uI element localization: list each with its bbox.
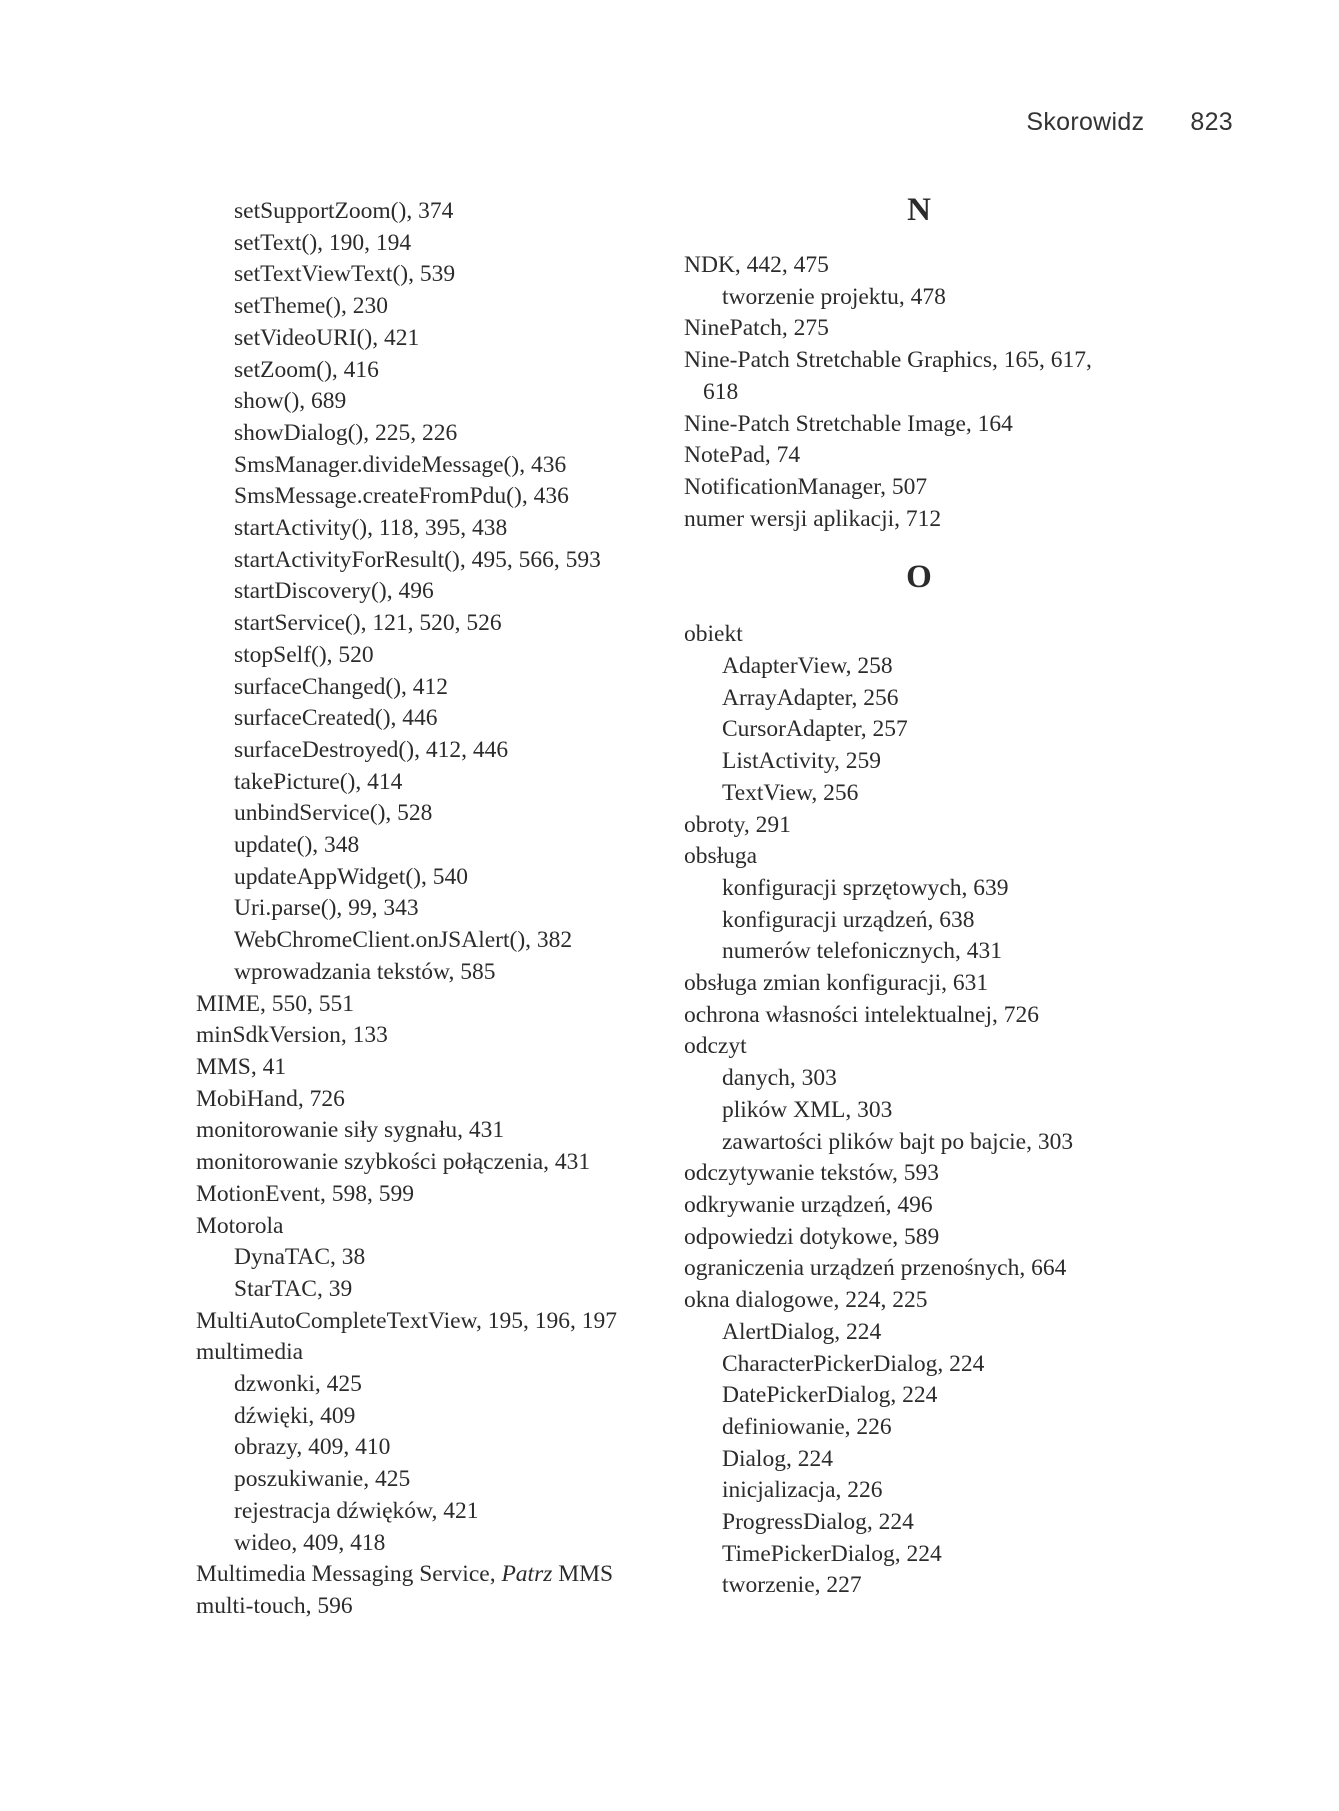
index-subentry: dźwięki, 409 xyxy=(234,1402,356,1429)
index-subentry: rejestracja dźwięków, 421 xyxy=(234,1497,479,1524)
index-entry: monitorowanie siły sygnału, 431 xyxy=(196,1117,505,1144)
index-subentry: SmsManager.divideMessage(), 436 xyxy=(234,451,567,478)
index-subentry: startDiscovery(), 496 xyxy=(234,578,434,605)
index-subentry: wideo, 409, 418 xyxy=(234,1529,386,1556)
index-entry: okna dialogowe, 224, 225 xyxy=(684,1287,928,1314)
index-column-left xyxy=(196,196,666,1623)
index-column-right xyxy=(684,192,1154,1602)
index-cross-reference-target: MMS xyxy=(552,1561,614,1588)
index-subentry: setSupportZoom(), 374 xyxy=(234,198,454,224)
index-letter-heading: N xyxy=(907,192,931,228)
index-entry: ochrona własności intelektualnej, 726 xyxy=(684,1001,1040,1028)
index-entry: Motorola xyxy=(196,1212,284,1239)
index-subentry: WebChromeClient.onJSAlert(), 382 xyxy=(234,927,573,954)
index-subentry: startActivityForResult(), 495, 566, 593 xyxy=(234,546,601,573)
index-entry: NotePad, 74 xyxy=(684,442,801,469)
index-subentry: konfiguracji urządzeń, 638 xyxy=(722,906,975,933)
index-letter-heading: O xyxy=(906,559,932,596)
index-subentry: poszukiwanie, 425 xyxy=(234,1466,411,1493)
index-subentry: ListActivity, 259 xyxy=(722,748,882,775)
index-entry: Nine-Patch Stretchable Graphics, 165, 617, xyxy=(684,347,1092,374)
index-entry: MMS, 41 xyxy=(196,1053,287,1080)
index-subentry: surfaceDestroyed(), 412, 446 xyxy=(234,736,509,763)
index-subentry: setZoom(), 416 xyxy=(234,356,379,383)
index-entry: numer wersji aplikacji, 712 xyxy=(684,505,942,532)
page-number: 823 xyxy=(1190,108,1233,136)
index-subentry: numerów telefonicznych, 431 xyxy=(722,938,1002,965)
index-subentry: TextView, 256 xyxy=(722,779,859,806)
index-entry-continuation: 618 xyxy=(703,378,739,405)
index-subentry: update(), 348 xyxy=(234,832,360,859)
index-subentry: dzwonki, 425 xyxy=(234,1371,362,1398)
index-subentry: obrazy, 409, 410 xyxy=(234,1434,391,1461)
index-entry: obsługa xyxy=(684,843,758,870)
index-subentry: plików XML, 303 xyxy=(722,1096,893,1123)
index-subentry: CharacterPickerDialog, 224 xyxy=(722,1350,985,1377)
index-subentry: startActivity(), 118, 395, 438 xyxy=(234,515,508,542)
index-subentry: zawartości plików bajt po bajcie, 303 xyxy=(722,1128,1074,1155)
index-entry: NotificationManager, 507 xyxy=(684,473,928,500)
index-subentry: updateAppWidget(), 540 xyxy=(234,863,468,890)
index-subentry: TimePickerDialog, 224 xyxy=(722,1540,942,1567)
index-subentry: Uri.parse(), 99, 343 xyxy=(234,895,419,922)
index-subentry: ProgressDialog, 224 xyxy=(722,1509,914,1536)
index-subentry: AdapterView, 258 xyxy=(722,653,893,680)
index-subentry: setTextViewText(), 539 xyxy=(234,261,456,288)
index-entry: multimedia xyxy=(196,1339,304,1366)
index-entry: minSdkVersion, 133 xyxy=(196,1022,388,1049)
index-entry: Nine-Patch Stretchable Image, 164 xyxy=(684,410,1013,437)
index-subentry: tworzenie, 227 xyxy=(722,1572,862,1599)
index-subentry: konfiguracji sprzętowych, 639 xyxy=(722,874,1009,901)
index-subentry: show(), 689 xyxy=(234,388,347,415)
index-entry: MIME, 550, 551 xyxy=(196,990,354,1017)
index-subentry: unbindService(), 528 xyxy=(234,800,433,827)
index-entry xyxy=(196,1559,666,1591)
index-subentry: definiowanie, 226 xyxy=(722,1413,892,1440)
index-subentry: inicjalizacja, 226 xyxy=(722,1477,883,1504)
index-subentry: CursorAdapter, 257 xyxy=(722,716,908,743)
index-entry: NinePatch, 275 xyxy=(684,315,829,342)
index-entry: odkrywanie urządzeń, 496 xyxy=(684,1191,933,1218)
index-subentry: setTheme(), 230 xyxy=(234,293,389,320)
index-entry: odczytywanie tekstów, 593 xyxy=(684,1160,939,1187)
index-subentry: DynaTAC, 38 xyxy=(234,1244,366,1271)
index-entry: odczyt xyxy=(684,1033,747,1060)
index-subentry: ArrayAdapter, 256 xyxy=(722,684,899,711)
index-subentry: SmsMessage.createFromPdu(), 436 xyxy=(234,483,569,510)
index-entry: MotionEvent, 598, 599 xyxy=(196,1180,415,1207)
index-subentry: AlertDialog, 224 xyxy=(722,1318,882,1345)
index-entry: MobiHand, 726 xyxy=(196,1085,345,1112)
index-subentry: surfaceCreated(), 446 xyxy=(234,705,438,732)
index-entry-text: Multimedia Messaging Service, xyxy=(196,1561,502,1588)
index-subentry: StarTAC, 39 xyxy=(234,1275,353,1302)
index-subentry: setText(), 190, 194 xyxy=(234,229,412,256)
index-entry: obsługa zmian konfiguracji, 631 xyxy=(684,970,989,997)
index-entry: NDK, 442, 475 xyxy=(684,252,829,278)
index-entry: MultiAutoCompleteTextView, 195, 196, 197 xyxy=(196,1307,617,1334)
index-entry: multi-touch, 596 xyxy=(196,1592,353,1619)
running-head-title: Skorowidz xyxy=(1026,108,1145,136)
index-subentry: wprowadzania tekstów, 585 xyxy=(234,958,496,985)
index-subentry: takePicture(), 414 xyxy=(234,768,403,795)
index-subentry: tworzenie projektu, 478 xyxy=(722,283,946,310)
index-subentry: showDialog(), 225, 226 xyxy=(234,419,458,446)
running-head xyxy=(1026,108,1233,137)
index-entry: obiekt xyxy=(684,621,743,648)
index-subentry: surfaceChanged(), 412 xyxy=(234,673,449,700)
index-subentry: Dialog, 224 xyxy=(722,1445,833,1472)
index-entry: ograniczenia urządzeń przenośnych, 664 xyxy=(684,1255,1067,1282)
index-subentry: danych, 303 xyxy=(722,1065,837,1092)
index-subentry: setVideoURI(), 421 xyxy=(234,324,420,351)
index-subentry: DatePickerDialog, 224 xyxy=(722,1382,938,1409)
index-subentry: startService(), 121, 520, 526 xyxy=(234,610,502,637)
index-entry: monitorowanie szybkości połączenia, 431 xyxy=(196,1149,591,1176)
index-entry: odpowiedzi dotykowe, 589 xyxy=(684,1223,940,1250)
index-entry: obroty, 291 xyxy=(684,811,791,838)
index-cross-reference: Patrz xyxy=(501,1561,553,1588)
index-subentry: stopSelf(), 520 xyxy=(234,641,374,668)
